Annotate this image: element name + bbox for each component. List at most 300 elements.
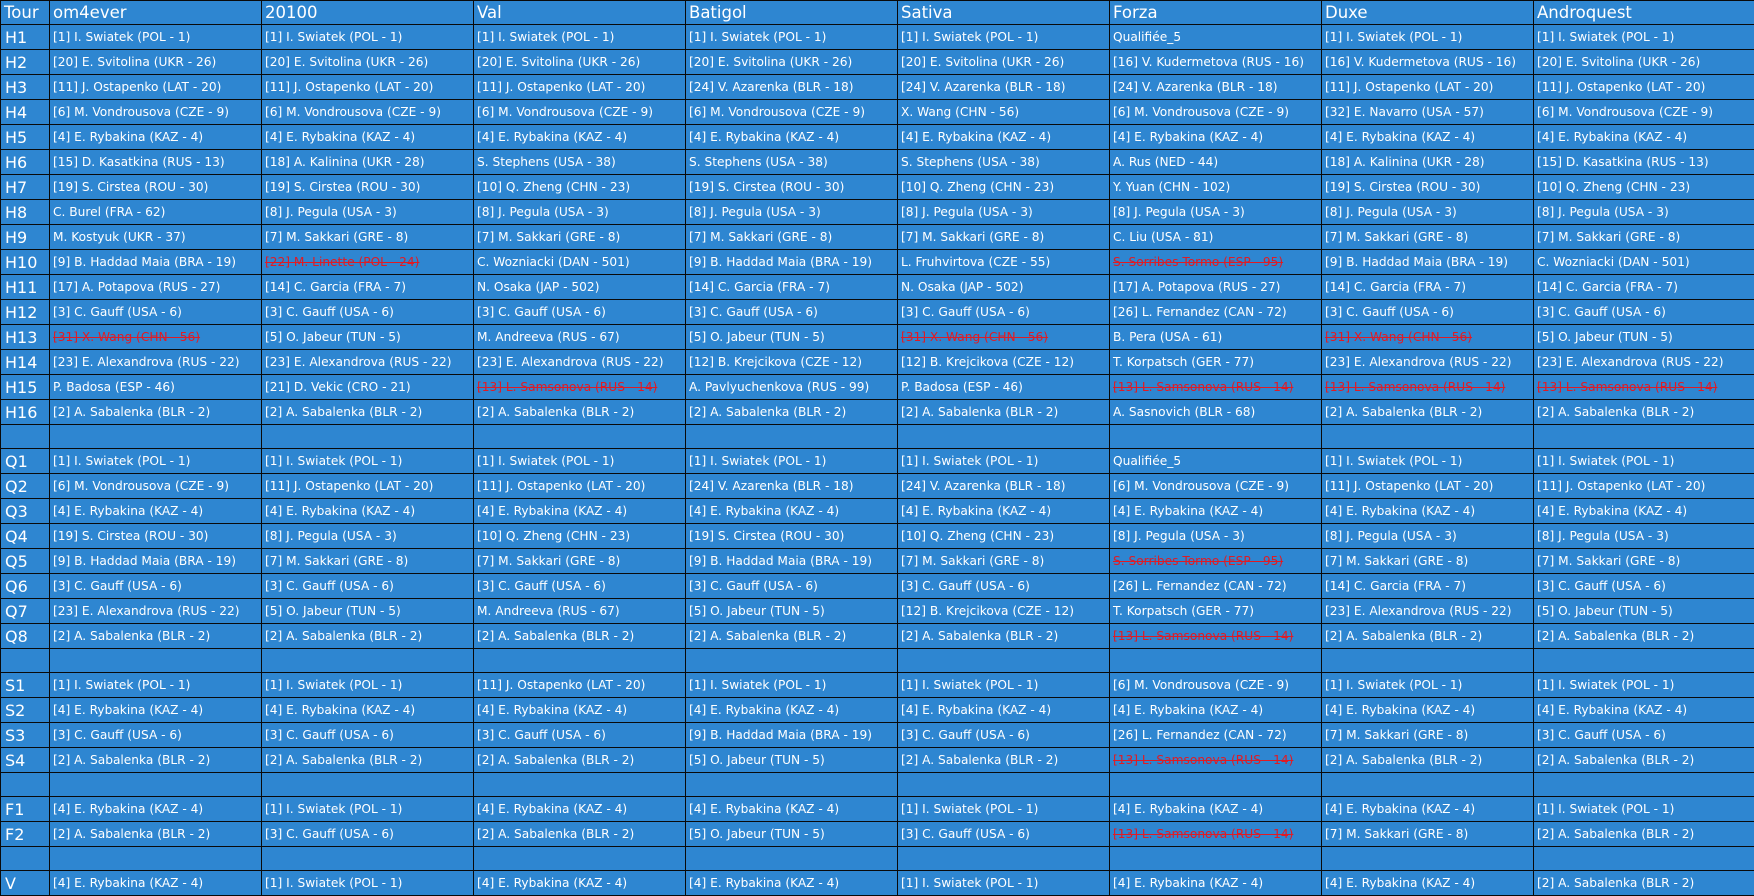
empty-cell bbox=[1, 847, 50, 871]
pick-label: [8] J. Pegula (USA - 3) bbox=[1113, 205, 1245, 219]
pick-label: [9] B. Haddad Maia (BRA - 19) bbox=[689, 554, 872, 568]
pick-cell bbox=[50, 100, 262, 125]
pick-cell bbox=[686, 524, 898, 549]
pick-cell bbox=[898, 25, 1110, 50]
pick-label: [3] C. Gauff (USA - 6) bbox=[901, 827, 1030, 841]
pick-cell bbox=[898, 599, 1110, 624]
pick-label: [11] J. Ostapenko (LAT - 20) bbox=[265, 80, 433, 94]
pick-cell bbox=[898, 822, 1110, 847]
eliminated-pick-label: [13] L. Samsonova (RUS - 14) bbox=[1537, 380, 1717, 394]
pick-label: [6] M. Vondrousova (CZE - 9) bbox=[477, 105, 653, 119]
eliminated-pick-label: [13] L. Samsonova (RUS - 14) bbox=[1325, 380, 1505, 394]
pick-label: [2] A. Sabalenka (BLR - 2) bbox=[901, 629, 1058, 643]
pick-label: [8] J. Pegula (USA - 3) bbox=[265, 529, 397, 543]
empty-cell bbox=[1110, 649, 1322, 673]
pick-cell bbox=[1534, 200, 1754, 225]
pick-label: [14] C. Garcia (FRA - 7) bbox=[1325, 579, 1466, 593]
pick-label: [12] B. Krejcikova (CZE - 12) bbox=[901, 604, 1074, 618]
empty-cell bbox=[1534, 425, 1754, 449]
pick-cell bbox=[474, 524, 686, 549]
pick-label: [6] M. Vondrousova (CZE - 9) bbox=[1113, 678, 1289, 692]
pick-cell bbox=[50, 574, 262, 599]
pick-label: [1] I. Swiatek (POL - 1) bbox=[901, 802, 1038, 816]
player-column-header: 20100 bbox=[262, 1, 474, 25]
pick-label: [8] J. Pegula (USA - 3) bbox=[477, 205, 609, 219]
pick-cell bbox=[686, 300, 898, 325]
pick-label: [24] V. Azarenka (BLR - 18) bbox=[901, 80, 1066, 94]
pick-cell bbox=[686, 100, 898, 125]
header-row bbox=[1, 1, 1754, 25]
empty-cell bbox=[898, 773, 1110, 797]
pick-cell bbox=[686, 549, 898, 574]
pick-label: [20] E. Svitolina (UKR - 26) bbox=[689, 55, 852, 69]
pick-cell bbox=[1322, 325, 1534, 350]
pick-cell bbox=[50, 822, 262, 847]
pick-cell bbox=[1110, 624, 1322, 649]
pick-cell bbox=[1110, 325, 1322, 350]
pick-cell bbox=[898, 75, 1110, 100]
pick-label: Y. Yuan (CHN - 102) bbox=[1113, 180, 1230, 194]
pick-cell bbox=[1110, 175, 1322, 200]
pick-cell bbox=[1322, 499, 1534, 524]
empty-cell bbox=[686, 847, 898, 871]
pick-cell bbox=[1110, 350, 1322, 375]
pick-cell bbox=[686, 673, 898, 698]
pick-label: [23] E. Alexandrova (RUS - 22) bbox=[53, 604, 240, 618]
pick-cell bbox=[474, 150, 686, 175]
pick-label: [4] E. Rybakina (KAZ - 4) bbox=[477, 876, 627, 890]
pick-label: [1] I. Swiatek (POL - 1) bbox=[477, 30, 614, 44]
pick-cell bbox=[1110, 75, 1322, 100]
pick-cell bbox=[50, 474, 262, 499]
empty-cell bbox=[1322, 847, 1534, 871]
pick-label: [16] V. Kudermetova (RUS - 16) bbox=[1325, 55, 1516, 69]
empty-cell bbox=[1322, 773, 1534, 797]
pick-cell bbox=[1110, 275, 1322, 300]
pick-label: [4] E. Rybakina (KAZ - 4) bbox=[689, 802, 839, 816]
pick-cell bbox=[1534, 300, 1754, 325]
pick-label: [19] S. Cirstea (ROU - 30) bbox=[53, 529, 208, 543]
pick-label: [6] M. Vondrousova (CZE - 9) bbox=[265, 105, 441, 119]
pick-cell bbox=[1322, 400, 1534, 425]
pick-cell bbox=[262, 549, 474, 574]
pick-cell bbox=[1534, 350, 1754, 375]
pick-cell bbox=[262, 524, 474, 549]
pick-label: [19] S. Cirstea (ROU - 30) bbox=[1325, 180, 1480, 194]
pick-label: A. Pavlyuchenkova (RUS - 99) bbox=[689, 380, 869, 394]
pick-cell bbox=[1534, 150, 1754, 175]
pick-label: [14] C. Garcia (FRA - 7) bbox=[1537, 280, 1678, 294]
pick-label: [8] J. Pegula (USA - 3) bbox=[689, 205, 821, 219]
pick-label: [1] I. Swiatek (POL - 1) bbox=[689, 678, 826, 692]
pick-cell bbox=[1534, 673, 1754, 698]
pick-label: [1] I. Swiatek (POL - 1) bbox=[1537, 678, 1674, 692]
pick-label: M. Andreeva (RUS - 67) bbox=[477, 604, 620, 618]
pick-cell bbox=[686, 499, 898, 524]
pick-cell bbox=[1322, 673, 1534, 698]
pick-cell bbox=[1534, 797, 1754, 822]
empty-cell bbox=[50, 649, 262, 673]
tour-cell: H6 bbox=[1, 150, 50, 175]
pick-label: [5] O. Jabeur (TUN - 5) bbox=[689, 604, 825, 618]
table-row bbox=[1, 175, 1754, 200]
pick-cell bbox=[262, 300, 474, 325]
pick-label: [11] J. Ostapenko (LAT - 20) bbox=[1537, 80, 1705, 94]
pick-cell bbox=[898, 150, 1110, 175]
pick-cell bbox=[262, 599, 474, 624]
pick-label: [3] C. Gauff (USA - 6) bbox=[53, 305, 182, 319]
pick-label: [15] D. Kasatkina (RUS - 13) bbox=[53, 155, 225, 169]
pick-label: [1] I. Swiatek (POL - 1) bbox=[265, 876, 402, 890]
pick-label: [7] M. Sakkari (GRE - 8) bbox=[1325, 554, 1468, 568]
pick-cell bbox=[686, 748, 898, 773]
tour-cell: Q7 bbox=[1, 599, 50, 624]
pick-label: S. Stephens (USA - 38) bbox=[689, 155, 828, 169]
table-row bbox=[1, 449, 1754, 474]
pick-cell bbox=[1110, 125, 1322, 150]
tour-cell: H9 bbox=[1, 225, 50, 250]
pick-label: [20] E. Svitolina (UKR - 26) bbox=[901, 55, 1064, 69]
pick-cell bbox=[898, 225, 1110, 250]
pick-cell bbox=[50, 50, 262, 75]
pick-cell bbox=[1534, 275, 1754, 300]
pick-label: [4] E. Rybakina (KAZ - 4) bbox=[1113, 802, 1263, 816]
table-row bbox=[1, 50, 1754, 75]
pick-cell bbox=[1534, 75, 1754, 100]
pick-cell bbox=[1534, 400, 1754, 425]
pick-label: [4] E. Rybakina (KAZ - 4) bbox=[53, 130, 203, 144]
pick-cell bbox=[474, 574, 686, 599]
pick-cell bbox=[1322, 300, 1534, 325]
pick-label: [23] E. Alexandrova (RUS - 22) bbox=[1537, 355, 1724, 369]
pick-cell bbox=[474, 748, 686, 773]
pick-cell bbox=[1534, 499, 1754, 524]
pick-cell bbox=[686, 449, 898, 474]
empty-cell bbox=[1, 649, 50, 673]
pick-label: [2] A. Sabalenka (BLR - 2) bbox=[53, 629, 210, 643]
pick-cell bbox=[50, 75, 262, 100]
pick-label: S. Stephens (USA - 38) bbox=[477, 155, 616, 169]
pick-label: M. Kostyuk (UKR - 37) bbox=[53, 230, 186, 244]
pick-cell bbox=[262, 797, 474, 822]
pick-cell bbox=[1322, 624, 1534, 649]
pick-label: [6] M. Vondrousova (CZE - 9) bbox=[1113, 479, 1289, 493]
player-column-header: Duxe bbox=[1322, 1, 1534, 25]
pick-cell bbox=[1110, 599, 1322, 624]
pick-cell bbox=[1110, 50, 1322, 75]
pick-cell bbox=[898, 200, 1110, 225]
pick-cell bbox=[474, 499, 686, 524]
tour-cell: H1 bbox=[1, 25, 50, 50]
pick-cell bbox=[1534, 225, 1754, 250]
pick-label: N. Osaka (JAP - 502) bbox=[477, 280, 599, 294]
pick-cell bbox=[50, 225, 262, 250]
pick-label: [2] A. Sabalenka (BLR - 2) bbox=[477, 753, 634, 767]
pick-label: [1] I. Swiatek (POL - 1) bbox=[53, 678, 190, 692]
tour-cell: F2 bbox=[1, 822, 50, 847]
table-row bbox=[1, 150, 1754, 175]
pick-label: [4] E. Rybakina (KAZ - 4) bbox=[689, 703, 839, 717]
pick-label: [2] A. Sabalenka (BLR - 2) bbox=[1537, 876, 1694, 890]
pick-cell bbox=[686, 822, 898, 847]
pick-cell bbox=[474, 325, 686, 350]
pick-cell bbox=[1322, 25, 1534, 50]
empty-cell bbox=[686, 425, 898, 449]
eliminated-pick-label: S. Sorribes Tormo (ESP - 95) bbox=[1113, 554, 1283, 568]
tour-cell: H15 bbox=[1, 375, 50, 400]
pick-cell bbox=[1322, 75, 1534, 100]
pick-cell bbox=[1322, 100, 1534, 125]
empty-cell bbox=[1110, 425, 1322, 449]
table-row bbox=[1, 524, 1754, 549]
pick-label: [7] M. Sakkari (GRE - 8) bbox=[901, 554, 1044, 568]
pick-label: [23] E. Alexandrova (RUS - 22) bbox=[1325, 355, 1512, 369]
pick-label: [1] I. Swiatek (POL - 1) bbox=[477, 454, 614, 468]
pick-cell bbox=[262, 100, 474, 125]
pick-label: [1] I. Swiatek (POL - 1) bbox=[265, 802, 402, 816]
pick-label: [5] O. Jabeur (TUN - 5) bbox=[265, 604, 401, 618]
pick-cell bbox=[1322, 250, 1534, 275]
pick-cell bbox=[262, 50, 474, 75]
pick-label: [4] E. Rybakina (KAZ - 4) bbox=[1325, 703, 1475, 717]
pick-label: [2] A. Sabalenka (BLR - 2) bbox=[53, 827, 210, 841]
pick-label: [5] O. Jabeur (TUN - 5) bbox=[689, 827, 825, 841]
tour-cell: H14 bbox=[1, 350, 50, 375]
pick-label: [7] M. Sakkari (GRE - 8) bbox=[265, 554, 408, 568]
pick-cell bbox=[262, 574, 474, 599]
pick-label: [2] A. Sabalenka (BLR - 2) bbox=[1537, 753, 1694, 767]
tour-cell: Q8 bbox=[1, 624, 50, 649]
pick-label: [24] V. Azarenka (BLR - 18) bbox=[1113, 80, 1278, 94]
pick-cell bbox=[50, 400, 262, 425]
pick-cell bbox=[898, 50, 1110, 75]
pick-cell bbox=[686, 200, 898, 225]
pick-label: [4] E. Rybakina (KAZ - 4) bbox=[1325, 876, 1475, 890]
pick-label: [4] E. Rybakina (KAZ - 4) bbox=[53, 703, 203, 717]
pick-label: [2] A. Sabalenka (BLR - 2) bbox=[1325, 629, 1482, 643]
pick-cell bbox=[686, 225, 898, 250]
empty-cell bbox=[262, 425, 474, 449]
eliminated-pick-label: [13] L. Samsonova (RUS - 14) bbox=[1113, 753, 1293, 767]
pick-label: [5] O. Jabeur (TUN - 5) bbox=[689, 753, 825, 767]
pick-cell bbox=[1110, 225, 1322, 250]
pick-label: [2] A. Sabalenka (BLR - 2) bbox=[477, 629, 634, 643]
player-column-header: Batigol bbox=[686, 1, 898, 25]
player-column-header: Androquest bbox=[1534, 1, 1754, 25]
table-row bbox=[1, 499, 1754, 524]
pick-cell bbox=[50, 797, 262, 822]
pick-label: B. Pera (USA - 61) bbox=[1113, 330, 1222, 344]
pick-cell bbox=[898, 499, 1110, 524]
pick-label: [11] J. Ostapenko (LAT - 20) bbox=[477, 80, 645, 94]
pick-label: [3] C. Gauff (USA - 6) bbox=[265, 305, 394, 319]
pick-cell bbox=[1322, 50, 1534, 75]
pick-cell bbox=[1322, 449, 1534, 474]
pick-cell bbox=[262, 225, 474, 250]
pick-label: [8] J. Pegula (USA - 3) bbox=[265, 205, 397, 219]
tour-cell: H7 bbox=[1, 175, 50, 200]
pick-label: [2] A. Sabalenka (BLR - 2) bbox=[689, 405, 846, 419]
pick-label: [3] C. Gauff (USA - 6) bbox=[689, 579, 818, 593]
pick-label: [4] E. Rybakina (KAZ - 4) bbox=[901, 504, 1051, 518]
pick-cell bbox=[474, 350, 686, 375]
empty-cell bbox=[898, 649, 1110, 673]
pick-label: [4] E. Rybakina (KAZ - 4) bbox=[689, 876, 839, 890]
pick-cell bbox=[1534, 574, 1754, 599]
pick-cell bbox=[474, 300, 686, 325]
pick-label: [4] E. Rybakina (KAZ - 4) bbox=[477, 703, 627, 717]
pick-label: [1] I. Swiatek (POL - 1) bbox=[53, 454, 190, 468]
empty-cell bbox=[262, 649, 474, 673]
pick-label: [1] I. Swiatek (POL - 1) bbox=[1325, 454, 1462, 468]
pick-cell bbox=[50, 25, 262, 50]
pick-cell bbox=[262, 474, 474, 499]
pick-label: [23] E. Alexandrova (RUS - 22) bbox=[477, 355, 664, 369]
table-row bbox=[1, 400, 1754, 425]
pick-label: [18] A. Kalinina (UKR - 28) bbox=[1325, 155, 1485, 169]
pick-cell bbox=[898, 723, 1110, 748]
pick-label: [2] A. Sabalenka (BLR - 2) bbox=[1537, 827, 1694, 841]
pick-cell bbox=[1322, 698, 1534, 723]
table-row bbox=[1, 574, 1754, 599]
pick-cell bbox=[686, 325, 898, 350]
pick-label: [3] C. Gauff (USA - 6) bbox=[901, 579, 1030, 593]
tour-cell: F1 bbox=[1, 797, 50, 822]
pick-cell bbox=[1534, 549, 1754, 574]
pick-cell bbox=[262, 375, 474, 400]
pick-label: [3] C. Gauff (USA - 6) bbox=[265, 728, 394, 742]
pick-cell bbox=[50, 449, 262, 474]
pick-label: A. Sasnovich (BLR - 68) bbox=[1113, 405, 1255, 419]
pick-label: [4] E. Rybakina (KAZ - 4) bbox=[477, 130, 627, 144]
pick-cell bbox=[1534, 449, 1754, 474]
pick-label: [26] L. Fernandez (CAN - 72) bbox=[1113, 305, 1287, 319]
pick-cell bbox=[50, 723, 262, 748]
pick-label: [2] A. Sabalenka (BLR - 2) bbox=[477, 827, 634, 841]
pick-cell bbox=[686, 275, 898, 300]
empty-cell bbox=[474, 649, 686, 673]
pick-label: [4] E. Rybakina (KAZ - 4) bbox=[1537, 130, 1687, 144]
pick-cell bbox=[686, 698, 898, 723]
tour-column-header: Tour bbox=[1, 1, 50, 25]
pick-label: [10] Q. Zheng (CHN - 23) bbox=[901, 180, 1054, 194]
pick-cell bbox=[686, 150, 898, 175]
pick-label: [4] E. Rybakina (KAZ - 4) bbox=[1537, 703, 1687, 717]
pick-label: [9] B. Haddad Maia (BRA - 19) bbox=[1325, 255, 1508, 269]
tour-cell: H3 bbox=[1, 75, 50, 100]
pick-label: [4] E. Rybakina (KAZ - 4) bbox=[53, 876, 203, 890]
pick-cell bbox=[1110, 25, 1322, 50]
pick-cell bbox=[262, 822, 474, 847]
pick-cell bbox=[686, 175, 898, 200]
table-row bbox=[1, 549, 1754, 574]
pick-label: [20] E. Svitolina (UKR - 26) bbox=[1537, 55, 1700, 69]
pick-cell bbox=[1322, 524, 1534, 549]
pick-label: [7] M. Sakkari (GRE - 8) bbox=[1325, 728, 1468, 742]
table-row bbox=[1, 100, 1754, 125]
pick-label: [9] B. Haddad Maia (BRA - 19) bbox=[689, 728, 872, 742]
pick-label: [19] S. Cirstea (ROU - 30) bbox=[265, 180, 420, 194]
tour-cell: H11 bbox=[1, 275, 50, 300]
pick-cell bbox=[50, 499, 262, 524]
pick-label: [4] E. Rybakina (KAZ - 4) bbox=[265, 130, 415, 144]
pick-label: [7] M. Sakkari (GRE - 8) bbox=[1537, 554, 1680, 568]
pick-label: [2] A. Sabalenka (BLR - 2) bbox=[1537, 629, 1694, 643]
pick-label: [1] I. Swiatek (POL - 1) bbox=[265, 30, 402, 44]
pick-label: [10] Q. Zheng (CHN - 23) bbox=[477, 529, 630, 543]
pick-label: M. Andreeva (RUS - 67) bbox=[477, 330, 620, 344]
pick-cell bbox=[474, 25, 686, 50]
pick-label: [4] E. Rybakina (KAZ - 4) bbox=[1325, 504, 1475, 518]
table-row bbox=[1, 673, 1754, 698]
pick-cell bbox=[1110, 400, 1322, 425]
pick-cell bbox=[262, 673, 474, 698]
pick-label: [21] D. Vekic (CRO - 21) bbox=[265, 380, 411, 394]
pick-cell bbox=[686, 400, 898, 425]
pick-cell bbox=[686, 50, 898, 75]
pick-cell bbox=[474, 449, 686, 474]
pick-label: [6] M. Vondrousova (CZE - 9) bbox=[689, 105, 865, 119]
pick-label: [8] J. Pegula (USA - 3) bbox=[1325, 529, 1457, 543]
pick-label: [11] J. Ostapenko (LAT - 20) bbox=[477, 479, 645, 493]
table-row bbox=[1, 200, 1754, 225]
pick-label: A. Rus (NED - 44) bbox=[1113, 155, 1218, 169]
pick-cell bbox=[50, 624, 262, 649]
pick-label: S. Stephens (USA - 38) bbox=[901, 155, 1040, 169]
pick-label: [7] M. Sakkari (GRE - 8) bbox=[901, 230, 1044, 244]
pick-cell bbox=[262, 698, 474, 723]
pick-label: [19] S. Cirstea (ROU - 30) bbox=[53, 180, 208, 194]
pick-label: [2] A. Sabalenka (BLR - 2) bbox=[1325, 753, 1482, 767]
eliminated-pick-label: [13] L. Samsonova (RUS - 14) bbox=[1113, 380, 1293, 394]
pick-label: [3] C. Gauff (USA - 6) bbox=[265, 827, 394, 841]
tour-cell: Q6 bbox=[1, 574, 50, 599]
pick-cell bbox=[1534, 175, 1754, 200]
empty-cell bbox=[1110, 773, 1322, 797]
pick-label: [4] E. Rybakina (KAZ - 4) bbox=[1325, 802, 1475, 816]
pick-cell bbox=[262, 350, 474, 375]
spacer-row bbox=[1, 847, 1754, 871]
pick-cell bbox=[686, 624, 898, 649]
pick-label: [26] L. Fernandez (CAN - 72) bbox=[1113, 579, 1287, 593]
player-column-header: om4ever bbox=[50, 1, 262, 25]
pick-label: [17] A. Potapova (RUS - 27) bbox=[53, 280, 220, 294]
table-row bbox=[1, 250, 1754, 275]
pick-cell bbox=[50, 748, 262, 773]
tour-cell: Q1 bbox=[1, 449, 50, 474]
pick-cell bbox=[262, 325, 474, 350]
pick-cell bbox=[1534, 100, 1754, 125]
pick-cell bbox=[262, 449, 474, 474]
pick-label: [5] O. Jabeur (TUN - 5) bbox=[265, 330, 401, 344]
pick-cell bbox=[474, 275, 686, 300]
pick-label: [11] J. Ostapenko (LAT - 20) bbox=[1325, 479, 1493, 493]
pick-cell bbox=[1110, 449, 1322, 474]
table-row bbox=[1, 599, 1754, 624]
pick-cell bbox=[474, 175, 686, 200]
pick-cell bbox=[50, 673, 262, 698]
pick-label: [10] Q. Zheng (CHN - 23) bbox=[1537, 180, 1690, 194]
pick-cell bbox=[262, 175, 474, 200]
pick-cell bbox=[474, 599, 686, 624]
pick-label: [4] E. Rybakina (KAZ - 4) bbox=[901, 703, 1051, 717]
pick-label: [5] O. Jabeur (TUN - 5) bbox=[1537, 604, 1673, 618]
table-row bbox=[1, 474, 1754, 499]
pick-cell bbox=[1110, 150, 1322, 175]
pick-cell bbox=[474, 250, 686, 275]
spacer-row bbox=[1, 773, 1754, 797]
table-row bbox=[1, 624, 1754, 649]
